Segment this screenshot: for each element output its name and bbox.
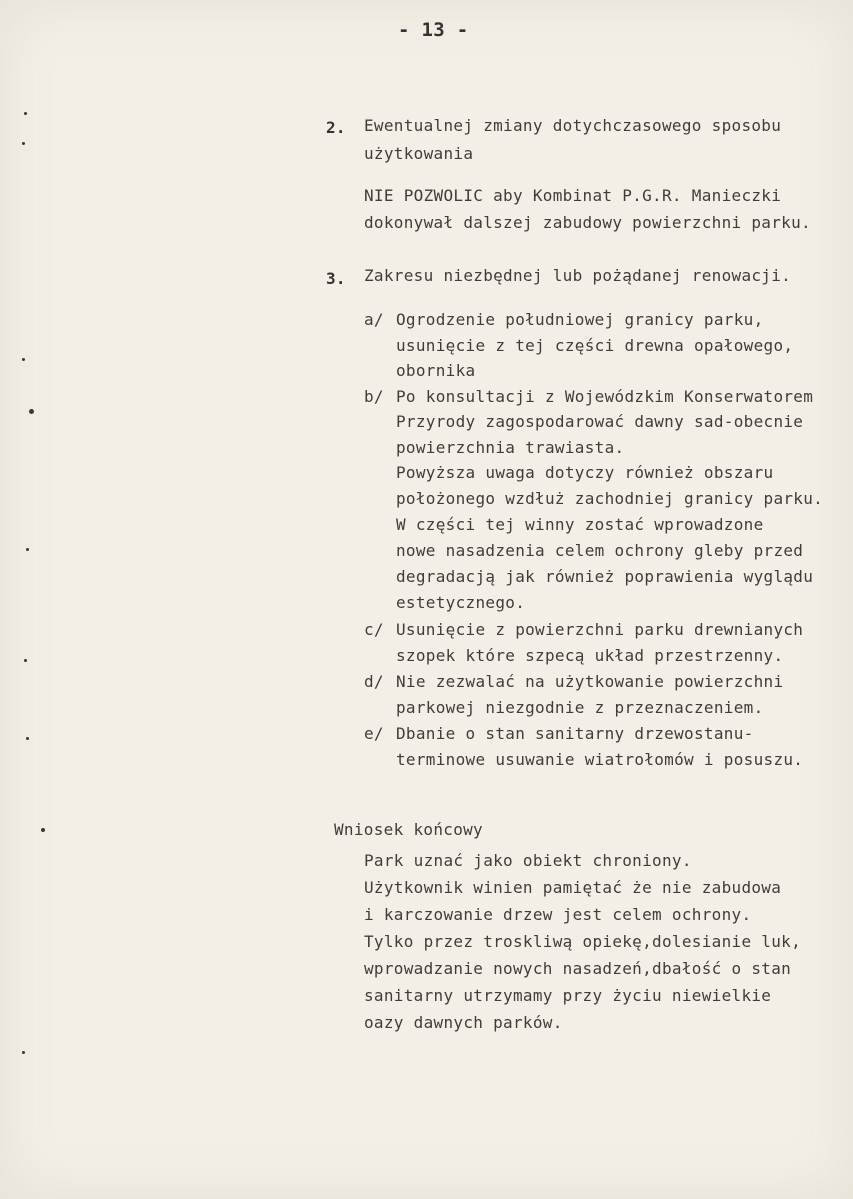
conclusion-line: sanitarny utrzymamy przy życiu niewielkie [364, 986, 772, 1005]
scan-speck [24, 659, 27, 662]
conclusion-line: Tylko przez troskliwą opiekę,dolesianie luk, [364, 932, 802, 951]
scan-speck [24, 112, 27, 115]
item-marker-e: e/ [364, 724, 384, 743]
page-number: - 13 - [398, 19, 469, 41]
item-b-line: degradacją jak również poprawienia wyglądu [396, 567, 814, 586]
item-b-line: Przyrody zagospodarować dawny sad-obecnie [396, 412, 804, 431]
item-c-line: szopek które szpecą układ przestrzenny. [396, 646, 784, 665]
item-a-line: usunięcie z tej części drewna opałowego, [396, 336, 794, 355]
scan-speck [22, 142, 25, 145]
section-2-number: 2. [326, 118, 346, 137]
item-b-line: położonego wzdłuż zachodniej granicy parku. [396, 489, 824, 508]
item-a-line: Ogrodzenie południowej granicy parku, [396, 310, 764, 329]
section-2-heading-line: użytkowania [364, 144, 474, 163]
conclusion-line: oazy dawnych parków. [364, 1013, 563, 1032]
item-e-line: terminowe usuwanie wiatrołomów i posuszu. [396, 750, 804, 769]
scan-speck [22, 358, 25, 361]
item-marker-b: b/ [364, 387, 384, 406]
section-3-number: 3. [326, 269, 346, 288]
section-3-heading: Zakresu niezbędnej lub pożądanej renowacji. [364, 266, 792, 285]
item-b-line: W części tej winny zostać wprowadzone [396, 515, 764, 534]
section-2-heading-line: Ewentualnej zmiany dotychczasowego sposobu [364, 116, 782, 135]
item-marker-a: a/ [364, 310, 384, 329]
section-2-body-line: dokonywał dalszej zabudowy powierzchni parku. [364, 213, 811, 232]
item-d-line: parkowej niezgodnie z przeznaczeniem. [396, 698, 764, 717]
conclusion-line: i karczowanie drzew jest celem ochrony. [364, 905, 752, 924]
item-b-line: estetycznego. [396, 593, 526, 612]
section-2-body-line: NIE POZWOLIC aby Kombinat P.G.R. Manieczki [364, 186, 782, 205]
conclusion-heading: Wniosek końcowy [334, 820, 483, 839]
item-b-line: Powyższa uwaga dotyczy również obszaru [396, 463, 774, 482]
conclusion-line: Park uznać jako obiekt chroniony. [364, 851, 692, 870]
scan-speck [29, 409, 34, 414]
conclusion-line: Użytkownik winien pamiętać że nie zabudowa [364, 878, 782, 897]
item-c-line: Usunięcie z powierzchni parku drewnianych [396, 620, 804, 639]
item-b-line: nowe nasadzenia celem ochrony gleby przed [396, 541, 804, 560]
item-d-line: Nie zezwalać na użytkowanie powierzchni [396, 672, 784, 691]
scan-speck [41, 828, 45, 832]
scan-speck [26, 737, 29, 740]
item-b-line: Po konsultacji z Wojewódzkim Konserwatorem [396, 387, 814, 406]
item-a-line: obornika [396, 361, 476, 380]
scan-speck [26, 548, 29, 551]
item-b-line: powierzchnia trawiasta. [396, 438, 625, 457]
item-e-line: Dbanie o stan sanitarny drzewostanu- [396, 724, 754, 743]
scan-speck [22, 1051, 25, 1054]
item-marker-c: c/ [364, 620, 384, 639]
conclusion-line: wprowadzanie nowych nasadzeń,dbałość o stan [364, 959, 792, 978]
item-marker-d: d/ [364, 672, 384, 691]
